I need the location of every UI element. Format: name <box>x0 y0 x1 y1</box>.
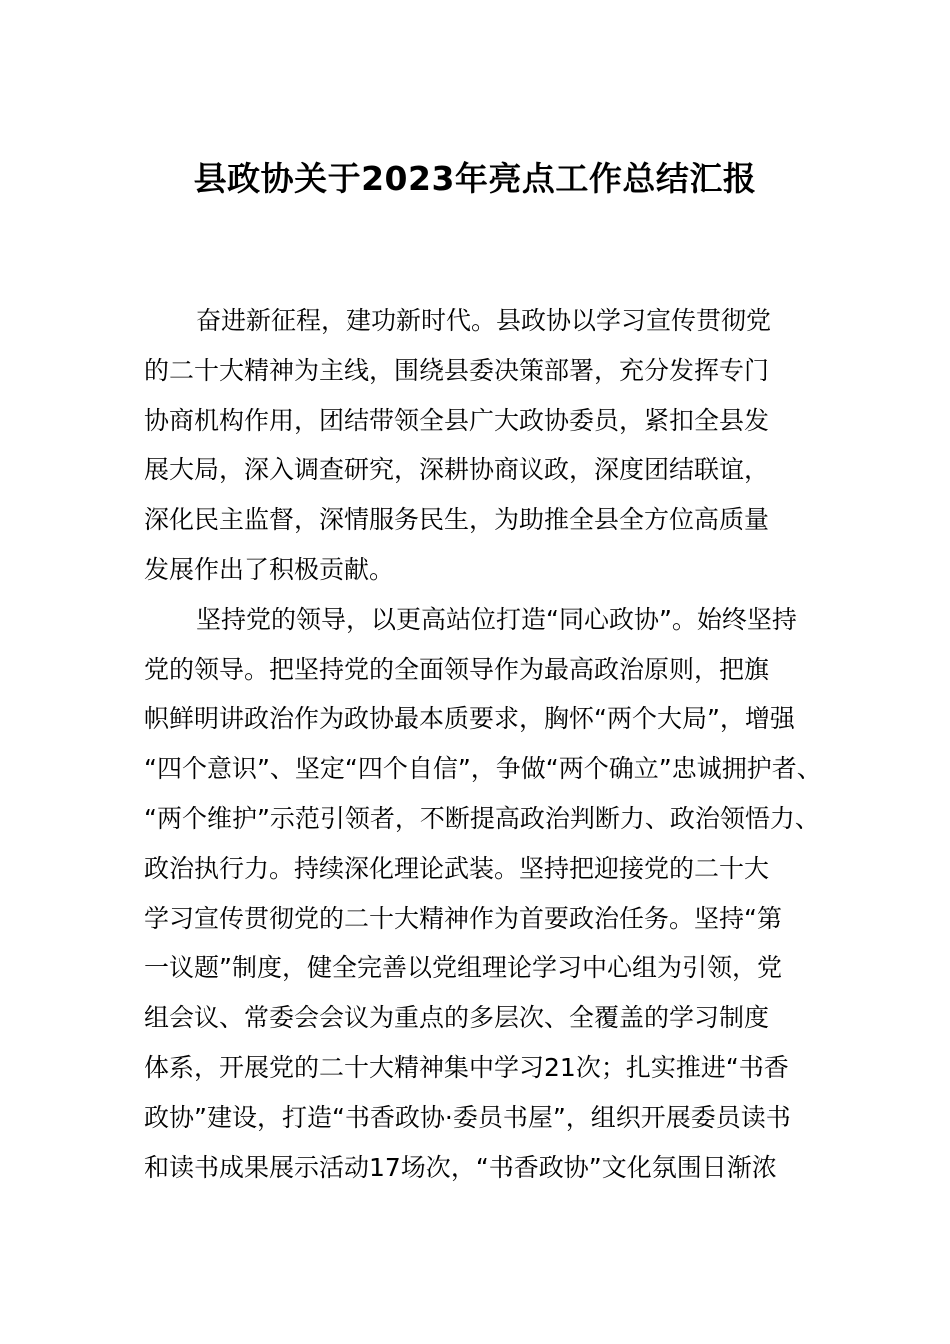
paragraph-party-leadership <box>144 595 824 1193</box>
paragraph-line: 政治执行力。持续深化理论武装。坚持把迎接党的二十大 <box>144 853 770 883</box>
paragraph-line: 一议题”制度，健全完善以党组理论学习中心组为引领，党 <box>144 953 782 983</box>
paragraph-line: “四个意识”、坚定“四个自信”，争做“两个确立”忠诚拥护者、 <box>144 754 822 784</box>
paragraph-intro <box>144 296 824 595</box>
paragraph-line: 体系，开展党的二十大精神集中学习21次；扎实推进“书香 <box>144 1052 789 1082</box>
paragraph-line: 坚持党的领导，以更高站位打造“同心政协”。始终坚持 <box>196 604 797 634</box>
paragraph-line: “两个维护”示范引领者，不断提高政治判断力、政治领悟力、 <box>144 803 820 833</box>
paragraph-line: 的二十大精神为主线，围绕县委决策部署，充分发挥专门 <box>144 355 770 385</box>
paragraph-line: 党的领导。把坚持党的全面领导作为最高政治原则，把旗 <box>144 654 770 684</box>
paragraph-line: 奋进新征程，建功新时代。县政协以学习宣传贯彻党 <box>196 306 772 335</box>
document-title: 县政协关于2023年亮点工作总结汇报 <box>193 159 757 198</box>
document-body <box>144 296 824 1192</box>
paragraph-line: 政协”建设，打造“书香政协·委员书屋”，组织开展委员读书 <box>144 1102 791 1132</box>
paragraph-line: 协商机构作用，团结带领全县广大政协委员，紧扣全县发 <box>144 405 770 435</box>
paragraph-line: 学习宣传贯彻党的二十大精神作为首要政治任务。坚持“第 <box>144 903 782 933</box>
paragraph-line: 发展作出了积极贡献。 <box>144 554 395 584</box>
paragraph-line: 深化民主监督，深情服务民生，为助推全县全方位高质量 <box>144 505 770 535</box>
paragraph-line: 展大局，深入调查研究，深耕协商议政，深度团结联谊， <box>144 455 770 485</box>
paragraph-line: 组会议、常委会会议为重点的多层次、全覆盖的学习制度 <box>144 1003 770 1033</box>
paragraph-line: 帜鲜明讲政治作为政协最本质要求，胸怀“两个大局”，增强 <box>144 704 795 734</box>
paragraph-line: 和读书成果展示活动17场次，“书香政协”文化氛围日渐浓 <box>144 1152 777 1182</box>
